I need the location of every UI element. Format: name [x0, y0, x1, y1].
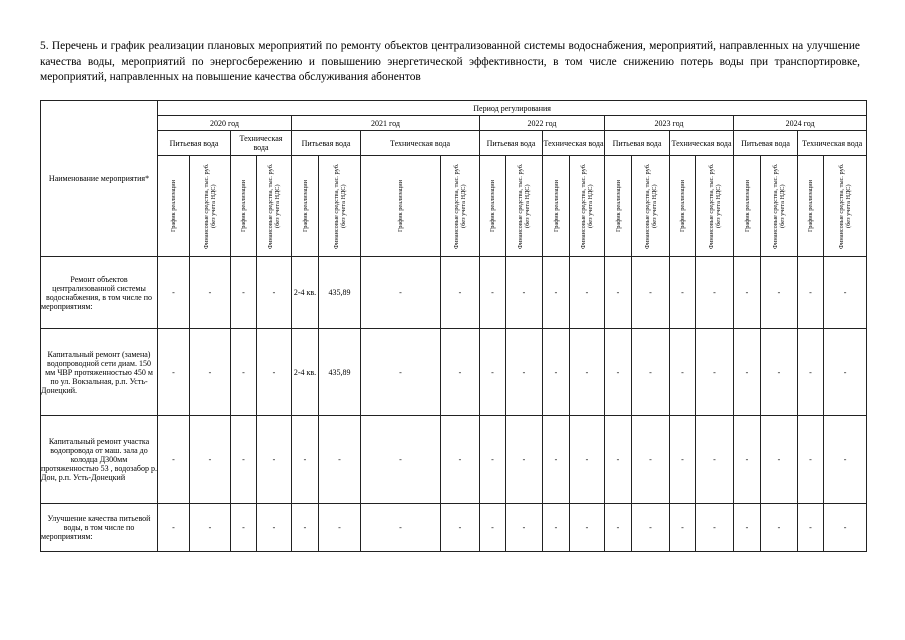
table-cell: -	[670, 504, 696, 552]
column-header: Финансовые средства, тыс. руб. (без учета НДС)	[570, 156, 605, 257]
table-cell: -	[480, 257, 506, 329]
table-cell: -	[441, 416, 480, 504]
column-header: Финансовые средства, тыс. руб. (без учета НДС)	[506, 156, 543, 257]
table-cell: -	[632, 329, 670, 416]
table-row	[41, 257, 867, 329]
year-header: 2024 год	[734, 116, 867, 131]
column-header: График реализации	[158, 156, 190, 257]
table-cell: -	[570, 329, 605, 416]
water-type-header: Питьевая вода	[605, 131, 670, 156]
column-header: График реализации	[605, 156, 632, 257]
table-cell: -	[824, 257, 867, 329]
table-cell: -	[257, 257, 292, 329]
column-header: Финансовые средства, тыс. руб. (без учета НДС)	[632, 156, 670, 257]
row-name: Капитальный ремонт (замена) водопроводной сети диам. 150 мм ЧВР протяженностью 450 м по ул. Вокзальная, р.п. Усть-Донецкий.	[41, 329, 158, 416]
column-header: График реализации	[670, 156, 696, 257]
row-name: Капитальный ремонт участка водопровода от маш. зала до колодца Д300мм протяженностью 53 , водозабор р. Дон, р.п. Усть-Донецкий	[41, 416, 158, 504]
table-cell: -	[292, 504, 319, 552]
column-header: Финансовые средства, тыс. руб. (без учета НДС)	[190, 156, 231, 257]
table-cell: -	[480, 329, 506, 416]
table-cell: -	[761, 416, 798, 504]
table-cell: -	[158, 504, 190, 552]
water-type-header: Техническая вода	[231, 131, 292, 156]
table-cell: -	[761, 257, 798, 329]
water-type-header: Техническая вода	[543, 131, 605, 156]
table-cell: -	[506, 257, 543, 329]
table-cell: -	[824, 329, 867, 416]
table-cell: -	[292, 416, 319, 504]
table-cell: -	[824, 504, 867, 552]
table-cell: -	[824, 416, 867, 504]
water-type-header: Техническая вода	[670, 131, 734, 156]
column-header: Финансовые средства, тыс. руб. (без учета НДС)	[441, 156, 480, 257]
table-cell: -	[605, 504, 632, 552]
table-cell: -	[231, 257, 257, 329]
table-cell: -	[257, 329, 292, 416]
year-header: 2023 год	[605, 116, 734, 131]
table-cell: -	[319, 416, 361, 504]
table-cell: -	[231, 416, 257, 504]
table-cell: -	[506, 329, 543, 416]
table-cell: -	[506, 504, 543, 552]
table-cell: -	[158, 416, 190, 504]
column-header: Финансовые средства, тыс. руб. (без учета НДС)	[319, 156, 361, 257]
table-cell: -	[632, 416, 670, 504]
table-cell: -	[480, 416, 506, 504]
table-cell: -	[761, 329, 798, 416]
water-type-header: Техническая вода	[798, 131, 867, 156]
table-cell: -	[190, 504, 231, 552]
column-header: График реализации	[361, 156, 441, 257]
water-type-header: Питьевая вода	[480, 131, 543, 156]
water-type-header: Техническая вода	[361, 131, 480, 156]
table-cell: -	[798, 329, 824, 416]
column-header: Финансовые средства, тыс. руб. (без учета НДС)	[696, 156, 734, 257]
column-header: График реализации	[292, 156, 319, 257]
table-cell: -	[257, 416, 292, 504]
row-name: Улучшение качества питьевой воды, в том числе по мероприятиям:	[41, 504, 158, 552]
column-header: График реализации	[543, 156, 570, 257]
table-cell: -	[257, 504, 292, 552]
table-cell: -	[543, 504, 570, 552]
table-cell: -	[190, 329, 231, 416]
table-cell: -	[543, 329, 570, 416]
table-cell: -	[696, 504, 734, 552]
section-heading: 5. Перечень и график реализации плановых мероприятий по ремонту объектов централизованной системы водоснабжения, мероприятий, направленных на улучшение качества воды, мероприятий по энергосбережению и повышению энергетической эффективности, в том числе снижению потерь воды при транспортировке, мероприятий, направленных на повышение качества обслуживания абонентов	[40, 40, 860, 84]
table-cell: -	[632, 504, 670, 552]
table-cell: -	[670, 416, 696, 504]
table-cell: -	[543, 416, 570, 504]
year-header: 2021 год	[292, 116, 480, 131]
table-cell: -	[605, 329, 632, 416]
column-header: График реализации	[798, 156, 824, 257]
column-header: Финансовые средства, тыс. руб. (без учета НДС)	[761, 156, 798, 257]
table-cell: -	[734, 329, 761, 416]
table-cell: -	[696, 416, 734, 504]
water-type-header: Питьевая вода	[734, 131, 798, 156]
table-cell: -	[190, 257, 231, 329]
column-header: Финансовые средства, тыс. руб. (без учета НДС)	[824, 156, 867, 257]
table-cell: -	[441, 257, 480, 329]
table-cell: -	[506, 416, 543, 504]
table-cell: 2-4 кв.	[292, 257, 319, 329]
table-cell: -	[361, 416, 441, 504]
column-header: График реализации	[231, 156, 257, 257]
table-cell: -	[158, 257, 190, 329]
table-cell: -	[319, 504, 361, 552]
table-cell: -	[696, 329, 734, 416]
table-cell: -	[158, 329, 190, 416]
plan-table	[40, 100, 867, 552]
table-cell: -	[441, 329, 480, 416]
year-header: 2020 год	[158, 116, 292, 131]
table-cell: -	[480, 504, 506, 552]
table-cell: -	[761, 504, 798, 552]
table-cell: -	[670, 329, 696, 416]
table-cell: -	[361, 257, 441, 329]
table-row	[41, 504, 867, 552]
table-cell: -	[570, 416, 605, 504]
table-row	[41, 416, 867, 504]
table-cell: 435,89	[319, 329, 361, 416]
table-cell: -	[543, 257, 570, 329]
table-cell: -	[605, 257, 632, 329]
table-cell: 435,89	[319, 257, 361, 329]
water-type-header: Питьевая вода	[292, 131, 361, 156]
row-name: Ремонт объектов централизованной системы водоснабжения, в том числе по мероприятиям:	[41, 257, 158, 329]
table-cell: -	[231, 329, 257, 416]
table-cell: -	[361, 504, 441, 552]
table-cell: -	[734, 416, 761, 504]
column-header: График реализации	[734, 156, 761, 257]
table-cell: -	[734, 504, 761, 552]
column-header: Финансовые средства, тыс. руб. (без учета НДС)	[257, 156, 292, 257]
table-cell: -	[361, 329, 441, 416]
table-cell: -	[798, 416, 824, 504]
table-cell: 2-4 кв.	[292, 329, 319, 416]
year-header: 2022 год	[480, 116, 605, 131]
table-cell: -	[798, 504, 824, 552]
table-cell: -	[632, 257, 670, 329]
table-cell: -	[190, 416, 231, 504]
table-cell: -	[231, 504, 257, 552]
water-type-header: Питьевая вода	[158, 131, 231, 156]
table-cell: -	[734, 257, 761, 329]
table-cell: -	[570, 257, 605, 329]
table-cell: -	[605, 416, 632, 504]
table-cell: -	[798, 257, 824, 329]
table-cell: -	[570, 504, 605, 552]
table-cell: -	[696, 257, 734, 329]
name-column-header: Наименование мероприятия*	[41, 101, 158, 257]
table-row	[41, 329, 867, 416]
period-header: Период регулирования	[158, 101, 867, 116]
table-cell: -	[670, 257, 696, 329]
table-cell: -	[441, 504, 480, 552]
column-header: График реализации	[480, 156, 506, 257]
